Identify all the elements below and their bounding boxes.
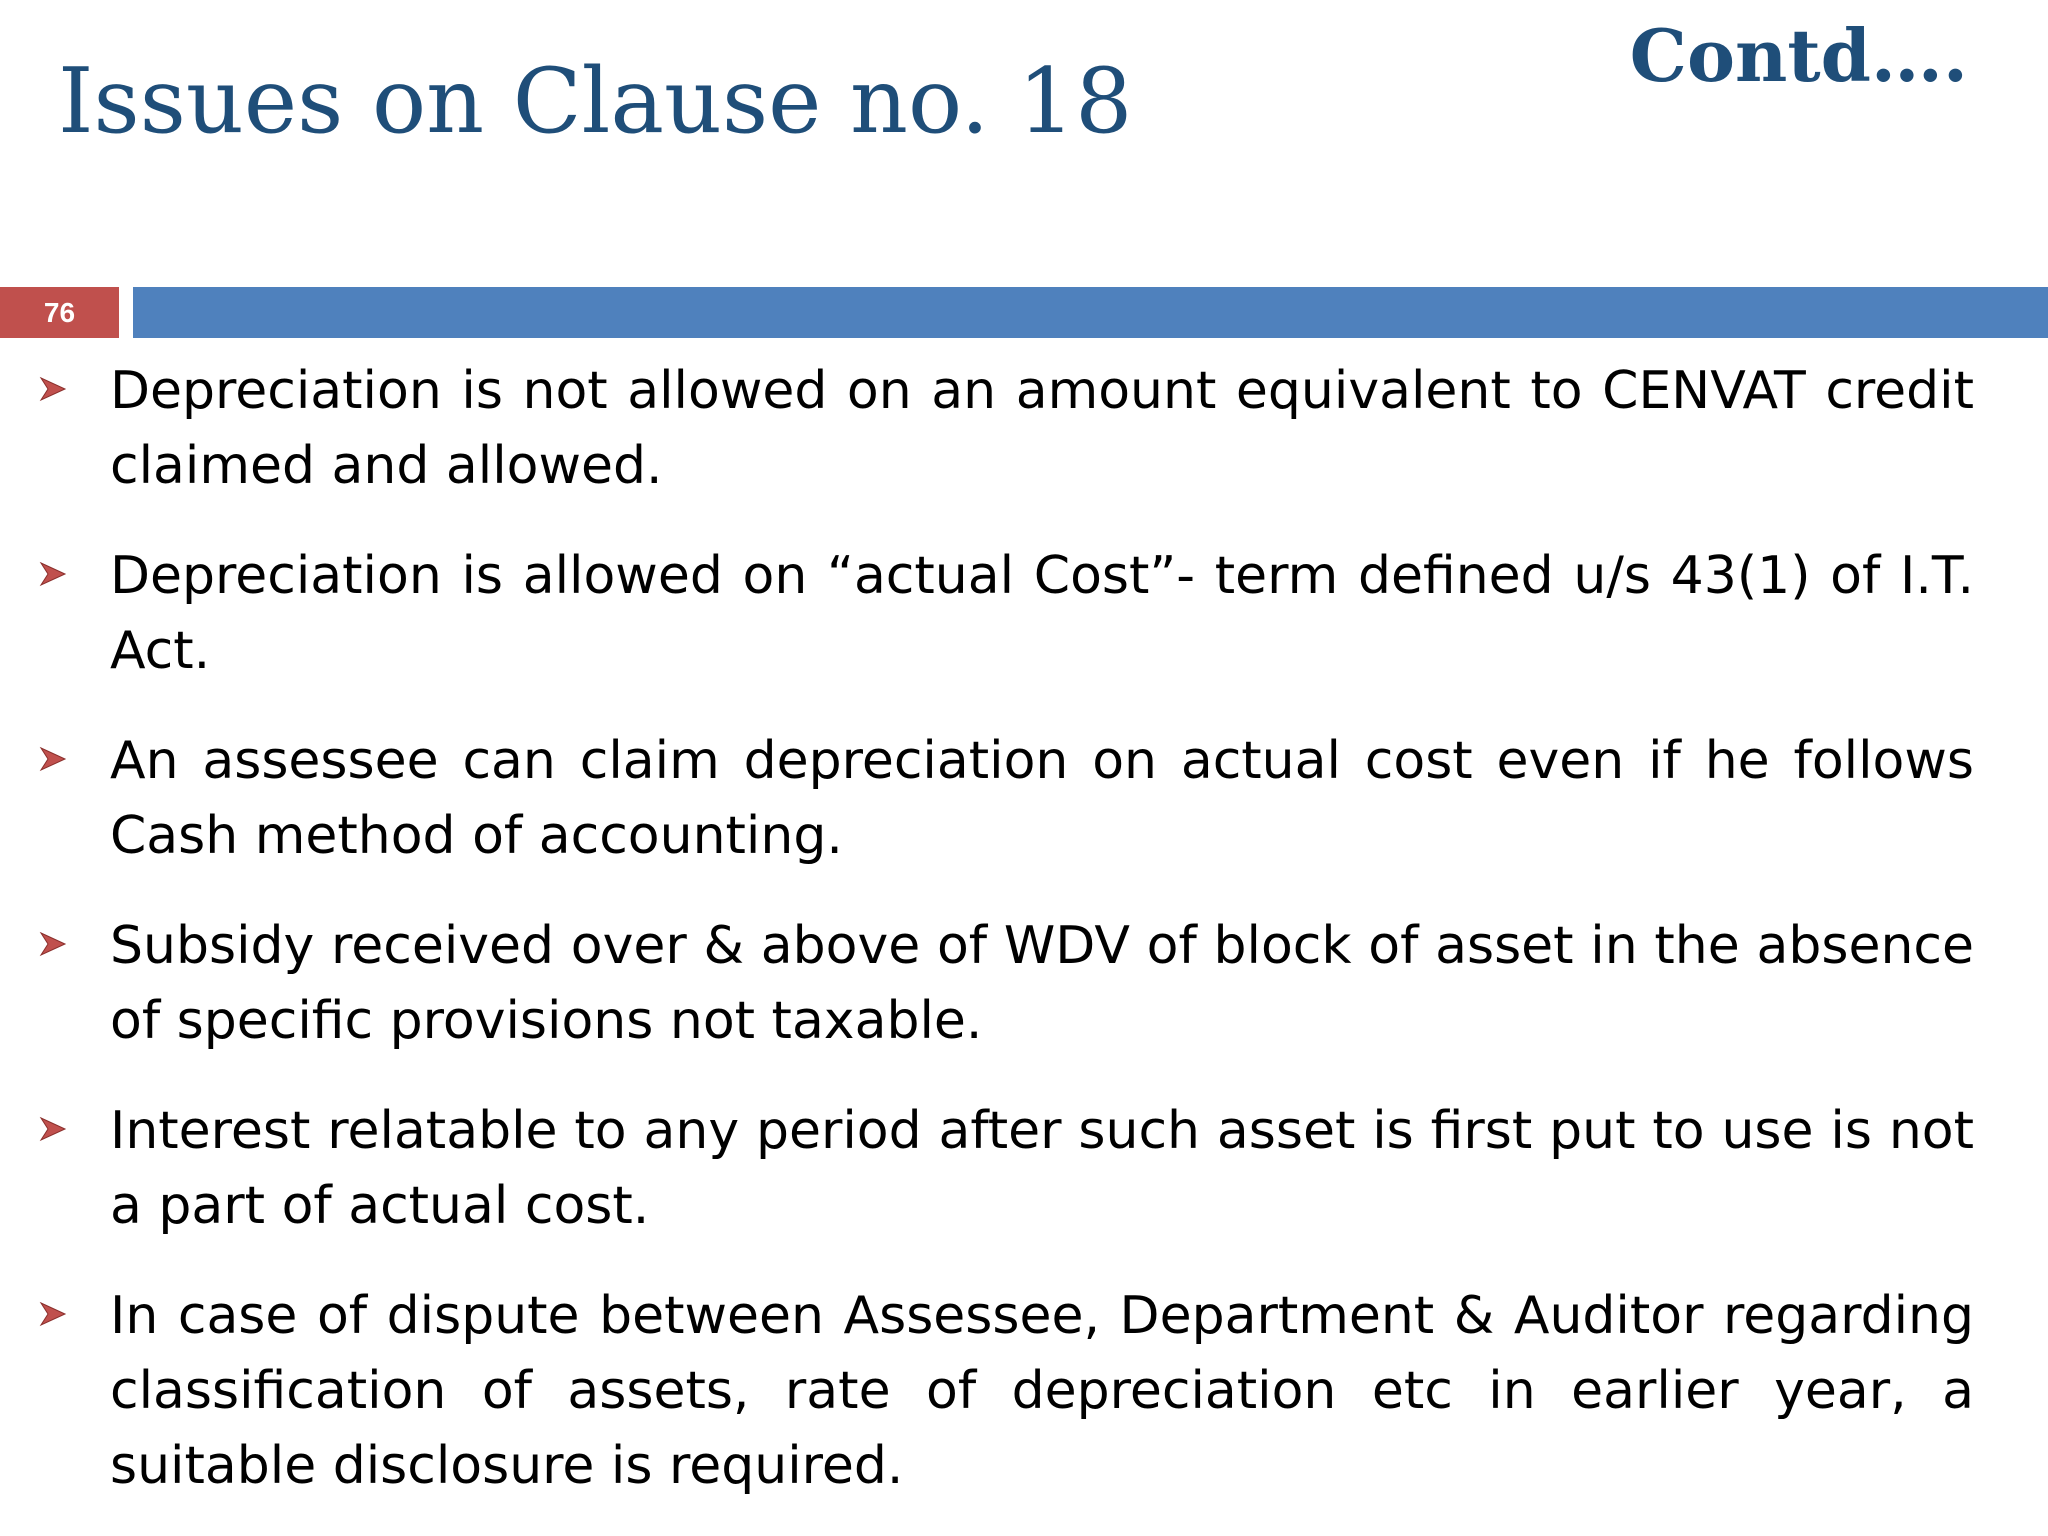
bullet-text: Subsidy received over & above of WDV of block of asset in the absence of specific provisions not taxable. (110, 916, 1974, 1051)
bullet-text: Depreciation is allowed on “actual Cost”- term defined u/s 43(1) of I.T. Act. (110, 546, 1974, 681)
arrowhead-bullet-icon (38, 559, 68, 589)
continued-label: Contd…. (1629, 13, 1968, 98)
page-number: 76 (43, 296, 76, 328)
bullet-item (0, 724, 2048, 874)
arrowhead-bullet-icon (38, 1299, 68, 1329)
arrowhead-bullet-icon (38, 744, 68, 774)
bullet-item (0, 354, 2048, 504)
bullet-item (0, 1094, 2048, 1244)
bullet-list (0, 354, 2048, 1536)
bullet-text: Depreciation is not allowed on an amount equivalent to CENVAT credit claimed and allowed. (110, 361, 1974, 496)
bullet-text: An assessee can claim depreciation on actual cost even if he follows Cash method of accounting. (110, 731, 1974, 866)
bullet-text: In case of dispute between Assessee, Department & Auditor regarding classification of assets, rate of depreciation etc in earlier year, a suitable disclosure is required. (110, 1286, 1974, 1496)
bullet-item (0, 1279, 2048, 1504)
arrowhead-bullet-icon (38, 374, 68, 404)
slide-title: Issues on Clause no. 18 (58, 49, 1133, 154)
page-number-badge (0, 287, 119, 338)
bullet-item (0, 909, 2048, 1059)
bullet-text: Interest relatable to any period after such asset is first put to use is not a part of actual cost. (110, 1101, 1974, 1236)
bullet-item (0, 539, 2048, 689)
title-accent-bar (133, 287, 2048, 338)
arrowhead-bullet-icon (38, 1114, 68, 1144)
arrowhead-bullet-icon (38, 929, 68, 959)
